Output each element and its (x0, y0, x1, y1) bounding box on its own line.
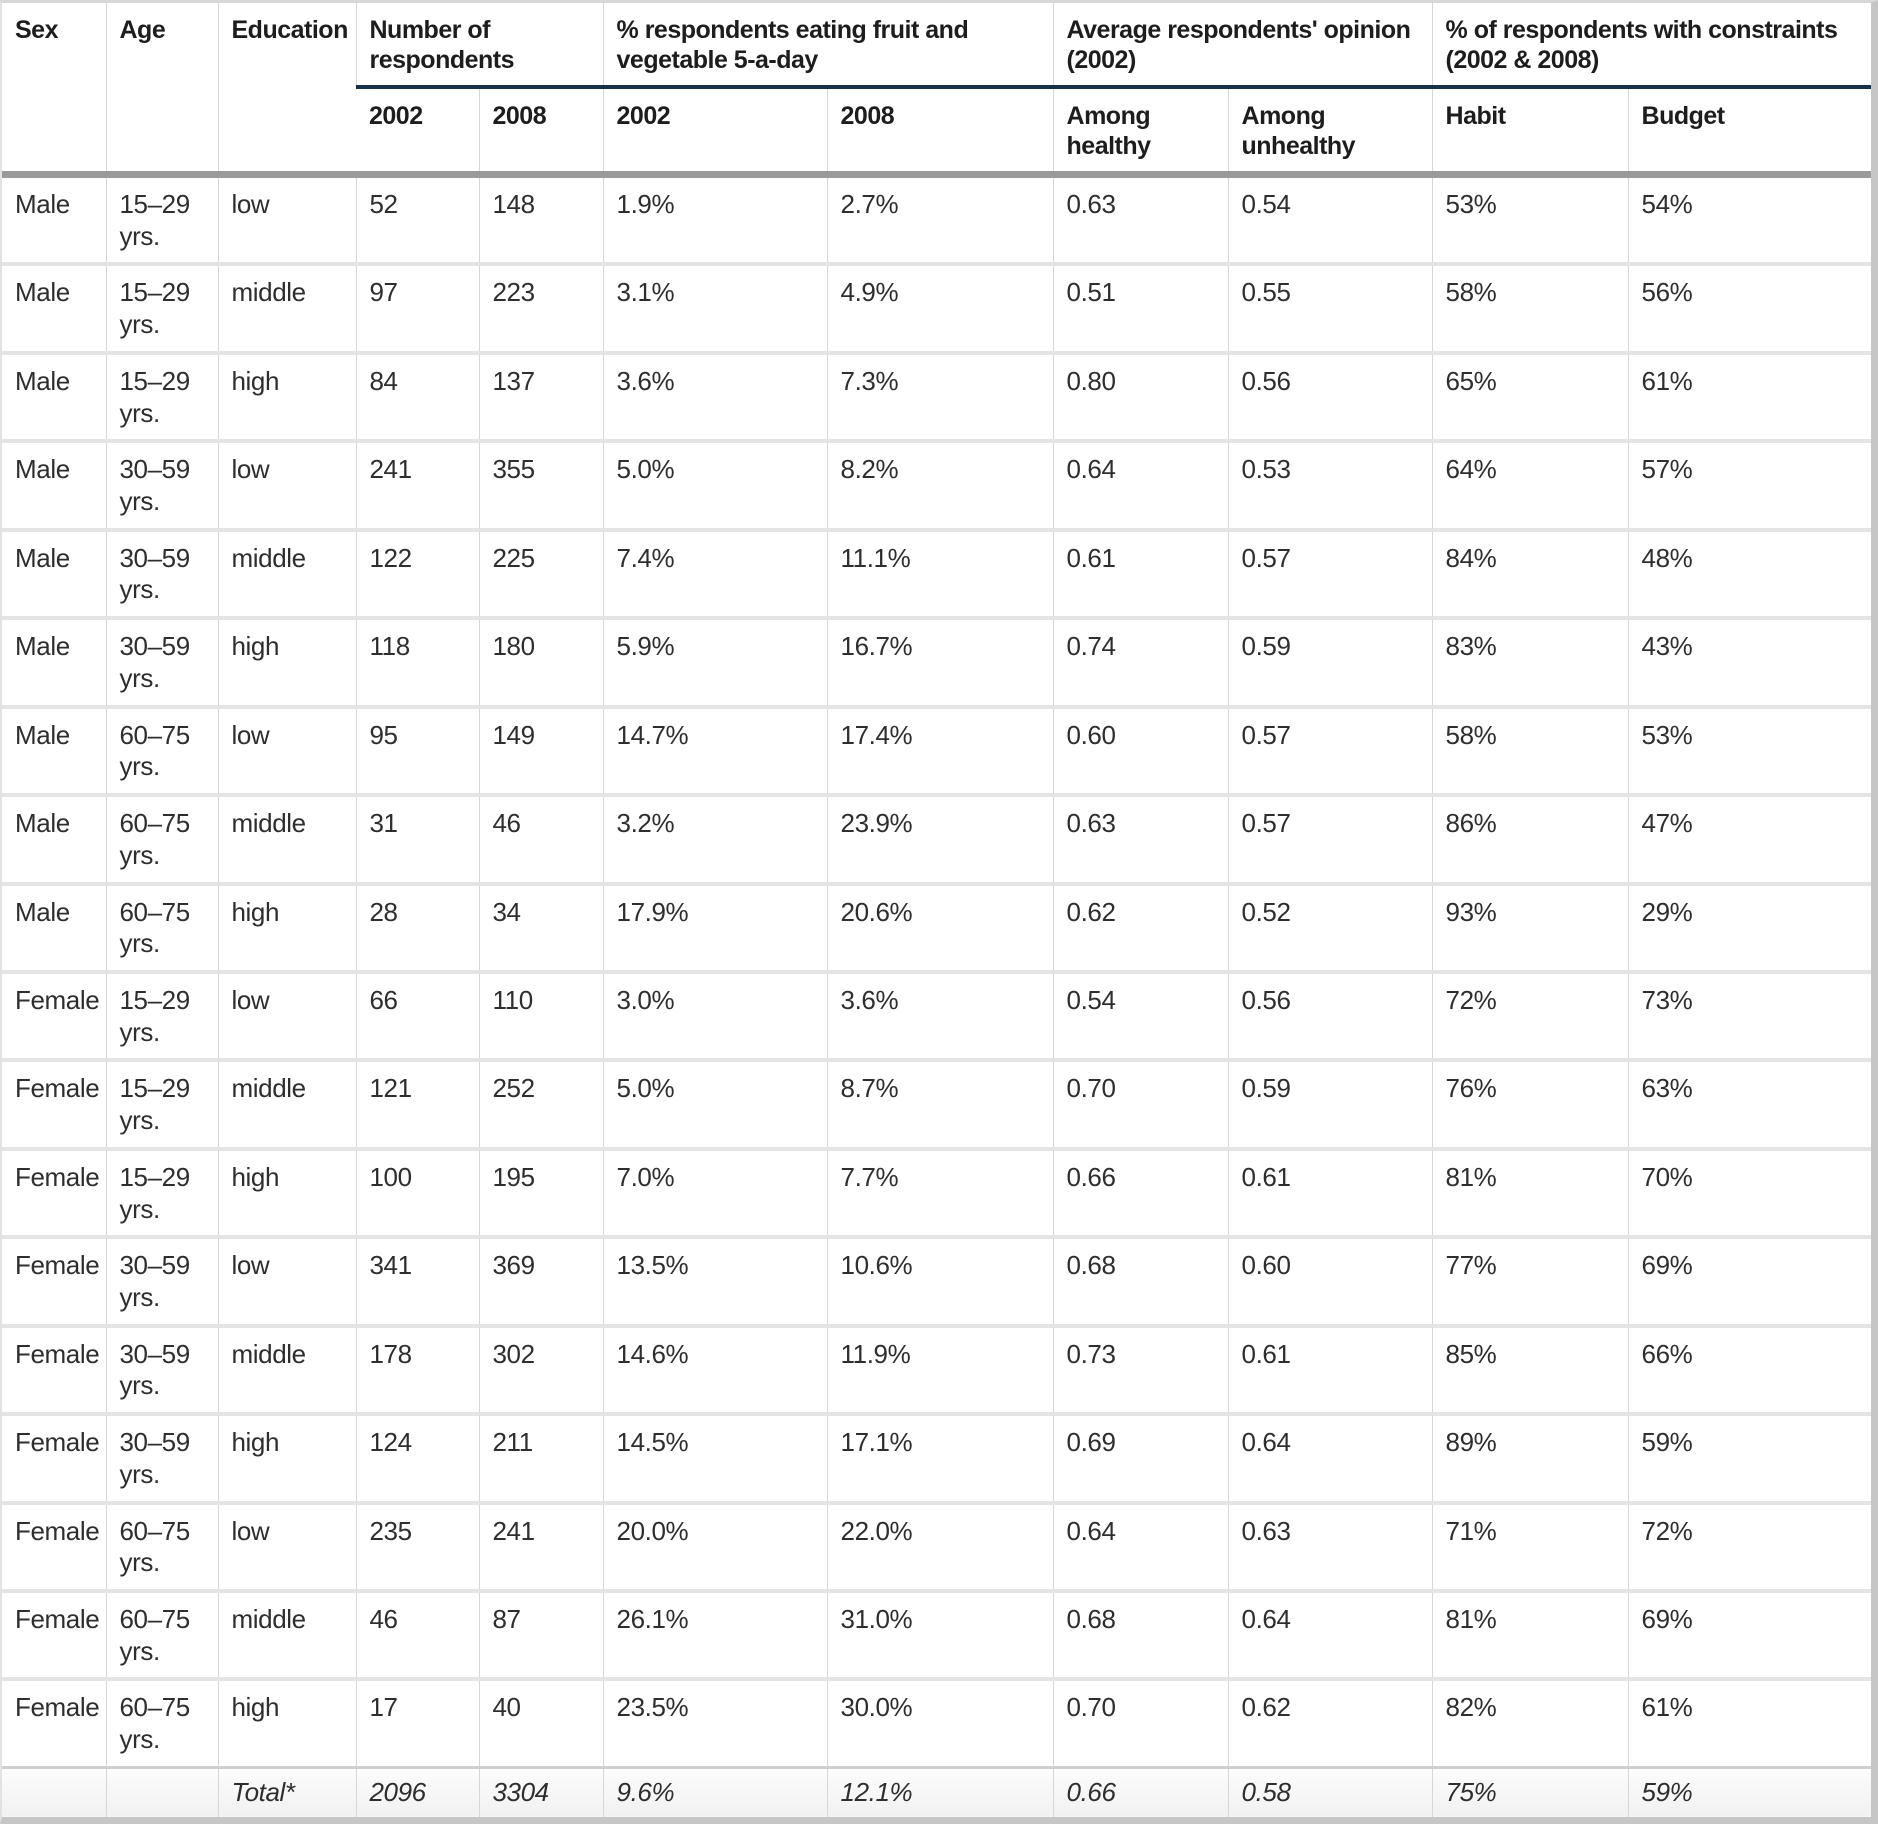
col-header-five-a-day-2008: 2008 (827, 87, 1053, 175)
cell-n2008: 302 (479, 1326, 603, 1414)
cell-age: 60–75 yrs. (106, 1591, 218, 1679)
cell-p2002: 3.6% (603, 353, 827, 441)
table-row (2, 618, 1871, 706)
cell-sex: Female (2, 1326, 106, 1414)
cell-healthy: 0.73 (1053, 1326, 1228, 1414)
cell-budget: 29% (1628, 884, 1871, 972)
cell-unhealthy: 0.56 (1228, 353, 1432, 441)
table-row (2, 1060, 1871, 1148)
cell-unhealthy: 0.62 (1228, 1679, 1432, 1767)
cell-education: middle (218, 1591, 356, 1679)
cell-habit: 65% (1432, 353, 1628, 441)
cell-education: low (218, 707, 356, 795)
cell-habit: 81% (1432, 1591, 1628, 1679)
cell-habit: 89% (1432, 1414, 1628, 1502)
cell-education: high (218, 1679, 356, 1767)
cell-p2002: 9.6% (603, 1767, 827, 1816)
cell-p2008: 8.7% (827, 1060, 1053, 1148)
table-header (2, 3, 1871, 175)
cell-p2002: 5.0% (603, 1060, 827, 1148)
cell-budget: 47% (1628, 795, 1871, 883)
cell-unhealthy: 0.58 (1228, 1767, 1432, 1816)
cell-education: high (218, 884, 356, 972)
table-row (2, 884, 1871, 972)
cell-p2002: 1.9% (603, 175, 827, 265)
cell-p2008: 7.7% (827, 1149, 1053, 1237)
cell-p2002: 3.1% (603, 264, 827, 352)
cell-education: middle (218, 795, 356, 883)
cell-n2002: 28 (356, 884, 479, 972)
cell-healthy: 0.60 (1053, 707, 1228, 795)
cell-n2002: 95 (356, 707, 479, 795)
cell-n2008: 3304 (479, 1767, 603, 1816)
col-header-habit: Habit (1432, 87, 1628, 175)
col-group-average-opinion: Average respondents' opinion (2002) (1053, 3, 1432, 87)
cell-age: 60–75 yrs. (106, 1679, 218, 1767)
cell-education: low (218, 1237, 356, 1325)
col-header-respondents-2008: 2008 (479, 87, 603, 175)
cell-n2002: 52 (356, 175, 479, 265)
cell-p2002: 26.1% (603, 1591, 827, 1679)
cell-p2002: 23.5% (603, 1679, 827, 1767)
cell-p2008: 31.0% (827, 1591, 1053, 1679)
cell-education: middle (218, 1326, 356, 1414)
table-row (2, 530, 1871, 618)
cell-p2008: 3.6% (827, 972, 1053, 1060)
cell-unhealthy: 0.64 (1228, 1414, 1432, 1502)
cell-sex: Male (2, 441, 106, 529)
cell-n2008: 180 (479, 618, 603, 706)
cell-healthy: 0.64 (1053, 1503, 1228, 1591)
cell-p2002: 14.6% (603, 1326, 827, 1414)
total-row (2, 1767, 1871, 1816)
cell-budget: 73% (1628, 972, 1871, 1060)
cell-n2008: 252 (479, 1060, 603, 1148)
cell-education: low (218, 1503, 356, 1591)
cell-education: Total* (218, 1767, 356, 1816)
cell-p2008: 4.9% (827, 264, 1053, 352)
cell-healthy: 0.69 (1053, 1414, 1228, 1502)
cell-healthy: 0.51 (1053, 264, 1228, 352)
cell-p2008: 30.0% (827, 1679, 1053, 1767)
cell-habit: 81% (1432, 1149, 1628, 1237)
cell-p2008: 2.7% (827, 175, 1053, 265)
table-row (2, 707, 1871, 795)
cell-unhealthy: 0.61 (1228, 1149, 1432, 1237)
cell-age: 30–59 yrs. (106, 618, 218, 706)
cell-sex: Female (2, 972, 106, 1060)
table-row (2, 1414, 1871, 1502)
cell-education: high (218, 353, 356, 441)
cell-habit: 64% (1432, 441, 1628, 529)
cell-n2008: 87 (479, 1591, 603, 1679)
table-row (2, 1591, 1871, 1679)
cell-p2002: 3.0% (603, 972, 827, 1060)
cell-healthy: 0.70 (1053, 1679, 1228, 1767)
cell-sex: Female (2, 1679, 106, 1767)
cell-age: 15–29 yrs. (106, 264, 218, 352)
cell-n2002: 84 (356, 353, 479, 441)
cell-age: 30–59 yrs. (106, 1237, 218, 1325)
cell-budget: 61% (1628, 353, 1871, 441)
cell-habit: 76% (1432, 1060, 1628, 1148)
cell-n2002: 118 (356, 618, 479, 706)
cell-n2002: 46 (356, 1591, 479, 1679)
cell-n2002: 17 (356, 1679, 479, 1767)
cell-sex: Male (2, 264, 106, 352)
cell-n2002: 31 (356, 795, 479, 883)
col-group-five-a-day: % respondents eating fruit and vegetable 5-a-day (603, 3, 1053, 87)
cell-age: 60–75 yrs. (106, 884, 218, 972)
cell-unhealthy: 0.59 (1228, 1060, 1432, 1148)
cell-habit: 82% (1432, 1679, 1628, 1767)
cell-budget: 72% (1628, 1503, 1871, 1591)
cell-education: low (218, 441, 356, 529)
cell-education: low (218, 175, 356, 265)
header-group-row (2, 3, 1871, 87)
col-header-among-healthy: Among healthy (1053, 87, 1228, 175)
cell-n2008: 137 (479, 353, 603, 441)
cell-n2008: 40 (479, 1679, 603, 1767)
cell-p2008: 20.6% (827, 884, 1053, 972)
cell-sex (2, 1767, 106, 1816)
cell-n2008: 211 (479, 1414, 603, 1502)
cell-unhealthy: 0.63 (1228, 1503, 1432, 1591)
cell-sex: Female (2, 1414, 106, 1502)
cell-n2002: 235 (356, 1503, 479, 1591)
cell-n2002: 341 (356, 1237, 479, 1325)
cell-n2008: 225 (479, 530, 603, 618)
cell-healthy: 0.70 (1053, 1060, 1228, 1148)
cell-healthy: 0.68 (1053, 1237, 1228, 1325)
cell-p2008: 17.4% (827, 707, 1053, 795)
cell-n2002: 2096 (356, 1767, 479, 1816)
cell-budget: 43% (1628, 618, 1871, 706)
cell-healthy: 0.62 (1053, 884, 1228, 972)
cell-n2002: 66 (356, 972, 479, 1060)
cell-n2008: 46 (479, 795, 603, 883)
cell-healthy: 0.63 (1053, 175, 1228, 265)
cell-sex: Male (2, 795, 106, 883)
table-row (2, 1679, 1871, 1767)
table-row (2, 353, 1871, 441)
cell-age: 60–75 yrs. (106, 795, 218, 883)
table-row (2, 1503, 1871, 1591)
cell-age (106, 1767, 218, 1816)
cell-age: 60–75 yrs. (106, 707, 218, 795)
cell-sex: Female (2, 1503, 106, 1591)
cell-habit: 86% (1432, 795, 1628, 883)
cell-p2008: 17.1% (827, 1414, 1053, 1502)
cell-budget: 69% (1628, 1237, 1871, 1325)
cell-n2008: 195 (479, 1149, 603, 1237)
cell-habit: 77% (1432, 1237, 1628, 1325)
cell-healthy: 0.66 (1053, 1767, 1228, 1816)
cell-healthy: 0.54 (1053, 972, 1228, 1060)
table-row (2, 795, 1871, 883)
cell-n2008: 241 (479, 1503, 603, 1591)
cell-age: 15–29 yrs. (106, 1060, 218, 1148)
cell-p2002: 17.9% (603, 884, 827, 972)
cell-sex: Male (15, 189, 70, 219)
cell-n2008: 110 (479, 972, 603, 1060)
table-body (2, 175, 1871, 1817)
cell-p2008: 23.9% (827, 795, 1053, 883)
cell-education: middle (218, 530, 356, 618)
cell-habit: 83% (1432, 618, 1628, 706)
cell-habit: 84% (1432, 530, 1628, 618)
cell-budget: 70% (1628, 1149, 1871, 1237)
cell-p2008: 11.9% (827, 1326, 1053, 1414)
cell-unhealthy: 0.57 (1228, 707, 1432, 795)
cell-healthy: 0.66 (1053, 1149, 1228, 1237)
col-group-number-of-respondents: Number of respondents (356, 3, 603, 87)
cell-habit: 85% (1432, 1326, 1628, 1414)
cell-unhealthy: 0.57 (1228, 795, 1432, 883)
cell-unhealthy: 0.57 (1228, 530, 1432, 618)
cell-sex: Female (2, 1149, 106, 1237)
cell-age: 15–29 yrs. (106, 353, 218, 441)
cell-budget: 63% (1628, 1060, 1871, 1148)
cell-sex: Male (2, 353, 106, 441)
cell-habit: 72% (1432, 972, 1628, 1060)
cell-habit: 53% (1432, 175, 1628, 265)
cell-p2008: 11.1% (827, 530, 1053, 618)
cell-healthy: 0.64 (1053, 441, 1228, 529)
cell-education: middle (218, 1060, 356, 1148)
cell-age: 30–59 yrs. (106, 1414, 218, 1502)
cell-n2002: 178 (356, 1326, 479, 1414)
cell-budget: 59% (1628, 1414, 1871, 1502)
cell-sex: Male (2, 618, 106, 706)
cell-n2008: 148 (479, 175, 603, 265)
cell-healthy: 0.80 (1053, 353, 1228, 441)
cell-p2002: 7.4% (603, 530, 827, 618)
col-header-education: Education (218, 3, 356, 175)
cell-healthy: 0.74 (1053, 618, 1228, 706)
cell-n2002: 97 (356, 264, 479, 352)
survey-table (2, 3, 1871, 1817)
col-header-budget: Budget (1628, 87, 1871, 175)
cell-education: high (218, 618, 356, 706)
cell-p2002: 13.5% (603, 1237, 827, 1325)
cell-budget: 69% (1628, 1591, 1871, 1679)
table-row (2, 1326, 1871, 1414)
cell-sex: Female (2, 1237, 106, 1325)
cell-p2002: 14.7% (603, 707, 827, 795)
cell-p2002: 20.0% (603, 1503, 827, 1591)
cell-budget: 48% (1628, 530, 1871, 618)
cell-education: low (218, 972, 356, 1060)
cell-budget: 53% (1628, 707, 1871, 795)
cell-budget: 56% (1628, 264, 1871, 352)
cell-sex: Male (2, 530, 106, 618)
col-header-five-a-day-2002: 2002 (603, 87, 827, 175)
col-group-constraints: % of respondents with constraints (2002 & 2008) (1432, 3, 1871, 87)
cell-n2008: 369 (479, 1237, 603, 1325)
cell-n2002: 241 (356, 441, 479, 529)
cell-sex: Female (2, 1591, 106, 1679)
cell-unhealthy: 0.54 (1228, 175, 1432, 265)
cell-p2008: 10.6% (827, 1237, 1053, 1325)
cell-p2008: 22.0% (827, 1503, 1053, 1591)
cell-unhealthy: 0.64 (1228, 1591, 1432, 1679)
cell-healthy: 0.61 (1053, 530, 1228, 618)
cell-n2008: 34 (479, 884, 603, 972)
cell-habit: 58% (1432, 264, 1628, 352)
cell-n2008: 223 (479, 264, 603, 352)
cell-sex: Male (2, 884, 106, 972)
cell-habit: 75% (1432, 1767, 1628, 1816)
table-row (2, 1237, 1871, 1325)
cell-habit: 71% (1432, 1503, 1628, 1591)
cell-unhealthy: 0.55 (1228, 264, 1432, 352)
cell-budget: 61% (1628, 1679, 1871, 1767)
table-row (2, 441, 1871, 529)
cell-age: 30–59 yrs. (106, 1326, 218, 1414)
cell-n2002: 100 (356, 1149, 479, 1237)
table-row (2, 1149, 1871, 1237)
cell-age: 30–59 yrs. (106, 441, 218, 529)
cell-age: 60–75 yrs. (106, 1503, 218, 1591)
cell-age: 15–29 yrs. (106, 1149, 218, 1237)
col-header-age: Age (106, 3, 218, 175)
cell-unhealthy: 0.61 (1228, 1326, 1432, 1414)
cell-p2002: 7.0% (603, 1149, 827, 1237)
cell-budget: 57% (1628, 441, 1871, 529)
cell-n2002: 124 (356, 1414, 479, 1502)
cell-budget: 59% (1628, 1767, 1871, 1816)
cell-education: middle (218, 264, 356, 352)
cell-unhealthy: 0.59 (1228, 618, 1432, 706)
cell-p2008: 16.7% (827, 618, 1053, 706)
cell-unhealthy: 0.52 (1228, 884, 1432, 972)
cell-unhealthy: 0.56 (1228, 972, 1432, 1060)
table-row (2, 972, 1871, 1060)
table-row (2, 264, 1871, 352)
col-header-among-unhealthy: Among unhealthy (1228, 87, 1432, 175)
cell-sex: Female (2, 1060, 106, 1148)
cell-n2002: 122 (356, 530, 479, 618)
cell-budget: 54% (1628, 175, 1871, 265)
cell-p2008: 12.1% (827, 1767, 1053, 1816)
cell-sex: Male (2, 707, 106, 795)
cell-age: 15–29 yrs. (106, 972, 218, 1060)
cell-education: high (218, 1414, 356, 1502)
cell-p2002: 14.5% (603, 1414, 827, 1502)
cell-healthy: 0.63 (1053, 795, 1228, 883)
cell-age: 15–29 yrs. (106, 175, 218, 265)
cell-unhealthy: 0.60 (1228, 1237, 1432, 1325)
cell-p2008: 7.3% (827, 353, 1053, 441)
cell-n2008: 149 (479, 707, 603, 795)
cell-budget: 66% (1628, 1326, 1871, 1414)
cell-education: high (218, 1149, 356, 1237)
col-header-respondents-2002: 2002 (356, 87, 479, 175)
cell-n2002: 121 (356, 1060, 479, 1148)
cell-p2002: 5.0% (603, 441, 827, 529)
cell-p2002: 5.9% (603, 618, 827, 706)
table-row (2, 175, 1871, 265)
cell-healthy: 0.68 (1053, 1591, 1228, 1679)
cell-unhealthy: 0.53 (1228, 441, 1432, 529)
col-header-sex: Sex (2, 3, 106, 175)
cell-habit: 58% (1432, 707, 1628, 795)
cell-p2002: 3.2% (603, 795, 827, 883)
cell-habit: 93% (1432, 884, 1628, 972)
cell-p2008: 8.2% (827, 441, 1053, 529)
cell-n2008: 355 (479, 441, 603, 529)
cell-age: 30–59 yrs. (106, 530, 218, 618)
